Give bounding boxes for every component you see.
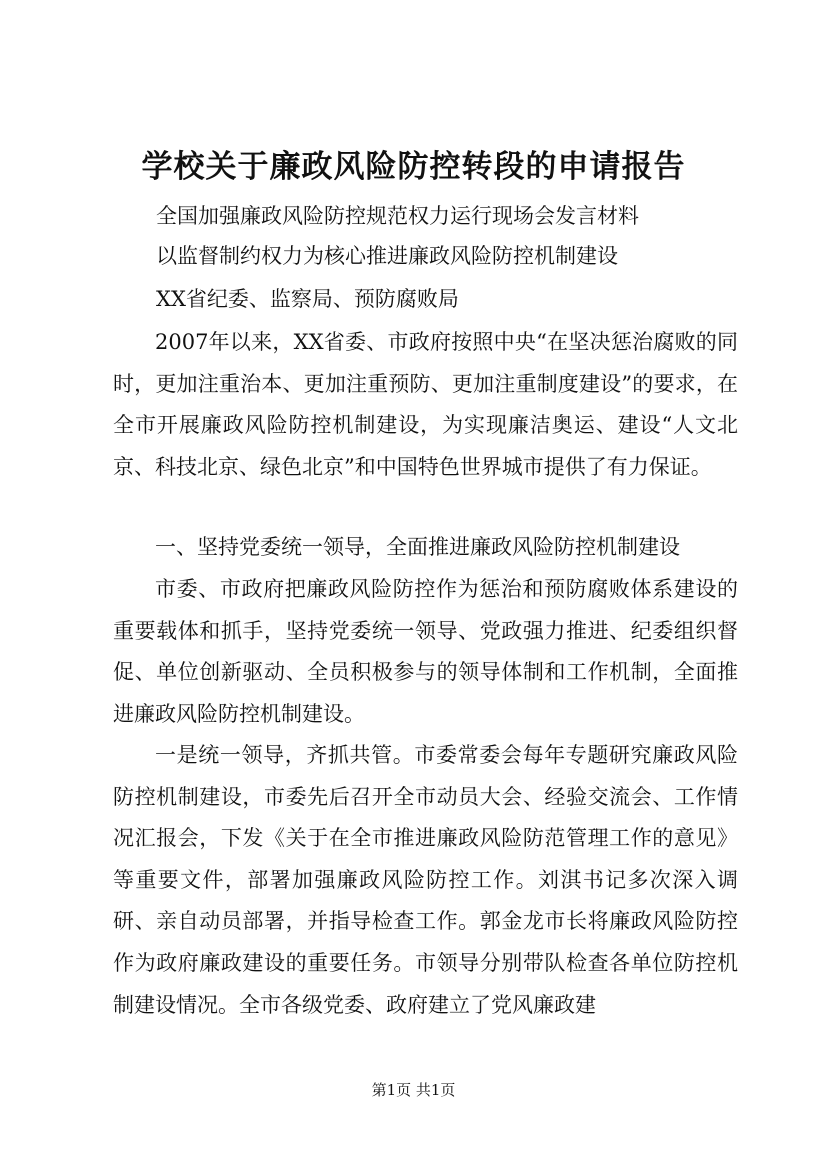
subtitle-line-1: 全国加强廉政风险防控规范权力运行现场会发言材料 [156, 204, 639, 228]
paragraph-intro: 2007年以来，XX省委、市政府按照中央“在坚决惩治腐败的同时，更加注重治本、更加注重预防、更加注重制度建设”的要求，在全市开展廉政风险防控机制建设，为实现廉洁奥运、建设“人文北京、科技北京、绿色北京”和中国特色世界城市提供了有力保证。 [113, 330, 738, 479]
document-title: 学校关于廉政风险防控转段的申请报告 [141, 149, 686, 185]
paragraph-section-1: 市委、市政府把廉政风险防控作为惩治和预防腐败体系建设的重要载体和抓手，坚持党委统一领导、党政强力推进、纪委组织督促、单位创新驱动、全员积极参与的领导体制和工作机制，全面推进廉政风险防控机制建设。 [113, 577, 738, 726]
page-footer: 第1页 共1页 [371, 1081, 456, 1099]
section-heading-1: 一、坚持党委统一领导，全面推进廉政风险防控机制建设 [155, 535, 680, 559]
subtitle-line-2: 以监督制约权力为核心推进廉政风险防控机制建设 [156, 244, 618, 268]
author-line: XX省纪委、监察局、预防腐败局 [156, 287, 459, 311]
paragraph-unified-leadership: 一是统一领导，齐抓共管。市委常委会每年专题研究廉政风险防控机制建设，市委先后召开全市动员大会、经验交流会、工作情况汇报会，下发《关于在全市推进廉政风险防范管理工作的意见》等重要文件，部署加强廉政风险防控工作。刘淇书记多次深入调研、亲自动员部署，并指导检查工作。郭金龙市长将廉政风险防控作为政府廉政建设的重要任务。市领导分别带队检查各单位防控机制建设情况。全市各级党委、政府建立了党风廉政建 [113, 743, 738, 1017]
